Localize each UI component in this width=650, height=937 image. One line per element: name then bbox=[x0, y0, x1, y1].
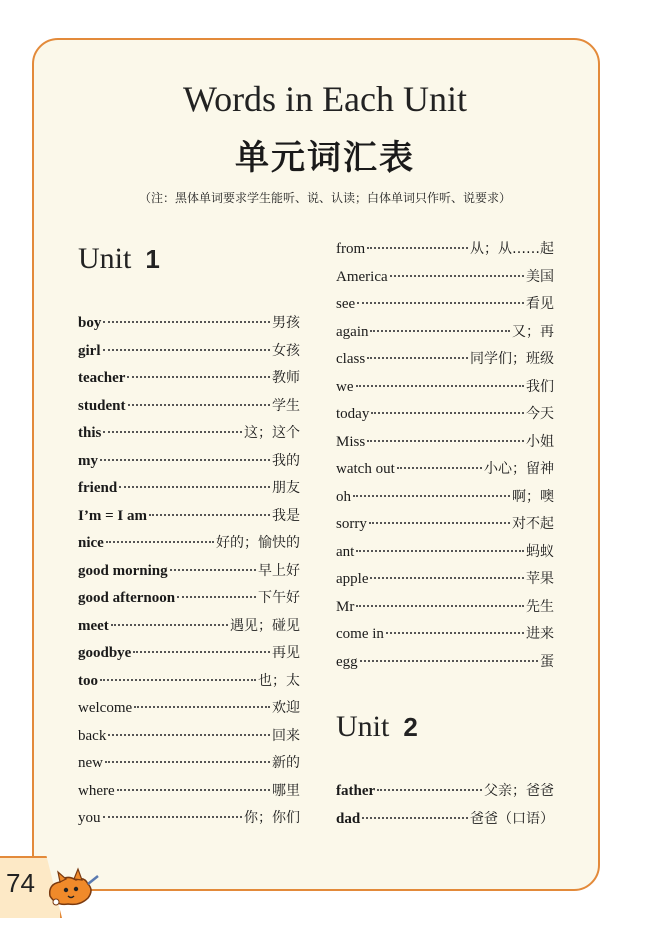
vocab-meaning: 从；从……起 bbox=[470, 241, 554, 257]
vocab-word: see bbox=[336, 296, 356, 312]
unit-1-word-list-continued bbox=[336, 238, 554, 678]
dot-leader bbox=[177, 596, 256, 598]
dot-leader bbox=[386, 632, 524, 634]
vocab-entry bbox=[78, 312, 300, 340]
dot-leader bbox=[367, 357, 468, 359]
dot-leader bbox=[128, 404, 270, 406]
vocab-meaning: 新的 bbox=[272, 755, 300, 771]
vocab-meaning: 苹果 bbox=[526, 571, 554, 587]
vocab-word: sorry bbox=[336, 516, 367, 532]
dot-leader bbox=[106, 541, 214, 543]
vocab-entry bbox=[336, 458, 554, 486]
page-title-chinese: 单元词汇表 bbox=[235, 138, 415, 178]
vocab-word: you bbox=[78, 810, 101, 826]
vocab-word: girl bbox=[78, 342, 101, 359]
vocab-meaning: 小姐 bbox=[526, 433, 554, 450]
vocab-entry bbox=[78, 505, 300, 533]
vocab-meaning: 又；再 bbox=[512, 323, 554, 340]
vocab-entry bbox=[78, 477, 300, 505]
vocab-entry bbox=[336, 623, 554, 651]
dot-leader bbox=[170, 569, 256, 571]
dot-leader bbox=[134, 706, 270, 708]
vocab-word: Mr bbox=[336, 598, 355, 615]
unit-1-number: 1 bbox=[145, 244, 160, 274]
vocab-word: father bbox=[336, 783, 376, 799]
vocab-word: watch out bbox=[336, 461, 395, 477]
vocab-meaning: 女孩 bbox=[272, 342, 300, 359]
vocab-meaning: 再见 bbox=[272, 645, 300, 661]
vocab-word: student bbox=[78, 397, 126, 414]
vocab-entry bbox=[78, 422, 300, 450]
dot-leader bbox=[117, 789, 270, 791]
vocab-word: Miss bbox=[336, 433, 366, 450]
vocab-entry bbox=[78, 807, 300, 835]
unit-2-number: 2 bbox=[403, 712, 418, 742]
vocab-word: again bbox=[336, 323, 369, 340]
dot-leader bbox=[357, 302, 524, 304]
vocab-entry bbox=[336, 808, 554, 836]
vocab-word: egg bbox=[336, 653, 358, 670]
vocab-word: goodbye bbox=[78, 645, 132, 661]
vocab-meaning: 我们 bbox=[526, 378, 554, 395]
vocab-meaning: 美国 bbox=[526, 268, 554, 285]
dot-leader bbox=[371, 412, 524, 414]
dot-leader bbox=[111, 624, 228, 626]
vocab-meaning: 早上好 bbox=[258, 562, 300, 579]
dot-leader bbox=[149, 514, 270, 516]
vocab-word: where bbox=[78, 782, 115, 799]
vocab-meaning: 也；太 bbox=[258, 672, 300, 689]
vocab-meaning: 蚂蚁 bbox=[526, 543, 554, 560]
vocab-entry bbox=[78, 615, 300, 643]
vocab-meaning: 对不起 bbox=[512, 516, 554, 532]
vocab-word: this bbox=[78, 425, 102, 441]
vocab-meaning: 爸爸（口语） bbox=[470, 810, 554, 827]
vocab-word: oh bbox=[336, 488, 351, 505]
vocab-meaning: 我的 bbox=[272, 452, 300, 469]
vocab-word: teacher bbox=[78, 370, 126, 386]
vocab-word: welcome bbox=[78, 700, 133, 716]
vocab-entry bbox=[78, 725, 300, 753]
vocab-meaning: 学生 bbox=[272, 397, 300, 414]
vocab-entry bbox=[78, 752, 300, 780]
vocab-entry bbox=[336, 348, 554, 376]
vocab-entry bbox=[336, 293, 554, 321]
vocab-word: good afternoon bbox=[78, 590, 176, 606]
vocab-meaning: 教师 bbox=[272, 370, 300, 386]
dot-leader bbox=[362, 817, 468, 819]
vocab-entry bbox=[78, 780, 300, 808]
dot-leader bbox=[356, 550, 524, 552]
dot-leader bbox=[367, 440, 524, 442]
dot-leader bbox=[370, 330, 510, 332]
dot-leader bbox=[127, 376, 270, 378]
vocab-meaning: 同学们；班级 bbox=[470, 351, 554, 367]
vocab-meaning: 进来 bbox=[526, 626, 554, 642]
vocab-word: we bbox=[336, 378, 354, 395]
vocab-entry bbox=[336, 568, 554, 596]
vocab-meaning: 父亲；爸爸 bbox=[484, 783, 554, 799]
vocab-word: class bbox=[336, 351, 366, 367]
vocab-meaning: 啊；噢 bbox=[512, 488, 554, 505]
vocab-meaning: 小心；留神 bbox=[484, 461, 554, 477]
dot-leader bbox=[377, 789, 482, 791]
vocab-entry bbox=[78, 697, 300, 725]
dot-leader bbox=[103, 431, 242, 433]
fox-mascot-icon bbox=[44, 866, 100, 910]
dot-leader bbox=[105, 761, 270, 763]
unit-1-heading bbox=[78, 242, 160, 276]
dot-leader bbox=[356, 605, 524, 607]
dot-leader bbox=[390, 275, 524, 277]
vocab-meaning: 朋友 bbox=[272, 480, 300, 496]
vocab-entry bbox=[78, 532, 300, 560]
dot-leader bbox=[397, 467, 482, 469]
vocab-meaning: 哪里 bbox=[272, 782, 300, 799]
unit-2-label: Unit bbox=[336, 710, 390, 743]
vocab-word: good morning bbox=[78, 562, 168, 579]
vocab-entry bbox=[336, 431, 554, 459]
vocab-meaning: 男孩 bbox=[272, 315, 300, 331]
dot-leader bbox=[133, 651, 270, 653]
vocab-word: new bbox=[78, 755, 103, 771]
dot-leader bbox=[103, 321, 270, 323]
dot-leader bbox=[103, 349, 271, 351]
vocab-meaning: 下午好 bbox=[258, 590, 300, 606]
vocab-entry bbox=[336, 596, 554, 624]
vocab-entry bbox=[78, 340, 300, 368]
unit-2-heading bbox=[336, 710, 418, 744]
page-title-english: Words in Each Unit bbox=[182, 79, 468, 119]
vocab-meaning: 遇见；碰见 bbox=[230, 617, 300, 634]
vocab-word: ant bbox=[336, 543, 355, 560]
vocab-entry bbox=[336, 403, 554, 431]
vocab-word: I’m = I am bbox=[78, 507, 147, 524]
page-number: 74 bbox=[6, 868, 35, 898]
vocab-word: nice bbox=[78, 535, 104, 551]
dot-leader bbox=[100, 679, 256, 681]
vocab-entry bbox=[336, 651, 554, 679]
vocab-entry bbox=[336, 780, 554, 808]
vocab-entry bbox=[78, 450, 300, 478]
dot-leader bbox=[367, 247, 468, 249]
vocab-word: boy bbox=[78, 315, 102, 331]
vocab-word: back bbox=[78, 727, 107, 744]
vocab-meaning: 好的；愉快的 bbox=[216, 535, 300, 551]
vocab-entry bbox=[336, 486, 554, 514]
vocab-entry bbox=[336, 321, 554, 349]
vocab-meaning: 这；这个 bbox=[244, 425, 300, 441]
dot-leader bbox=[103, 816, 243, 818]
vocab-entry bbox=[78, 560, 300, 588]
vocab-entry bbox=[78, 367, 300, 395]
vocab-meaning: 看见 bbox=[526, 296, 554, 312]
vocab-meaning: 我是 bbox=[272, 507, 300, 524]
dot-leader bbox=[119, 486, 270, 488]
vocab-word: my bbox=[78, 452, 98, 469]
page-note: （注：黑体单词要求学生能听、说、认读；白体单词只作听、说要求） bbox=[138, 191, 511, 205]
vocab-word: apple bbox=[336, 571, 369, 587]
vocab-word: come in bbox=[336, 626, 384, 642]
dot-leader bbox=[370, 577, 524, 579]
dot-leader bbox=[100, 459, 270, 461]
vocab-word: from bbox=[336, 241, 366, 257]
dot-leader bbox=[108, 734, 270, 736]
vocab-word: friend bbox=[78, 480, 118, 496]
unit-1-label: Unit bbox=[78, 242, 132, 275]
vocab-entry bbox=[78, 670, 300, 698]
vocab-entry bbox=[336, 266, 554, 294]
vocab-word: today bbox=[336, 406, 370, 422]
vocab-word: too bbox=[78, 672, 98, 689]
dot-leader bbox=[369, 522, 510, 524]
vocab-meaning: 先生 bbox=[526, 598, 554, 615]
vocab-word: dad bbox=[336, 810, 361, 827]
vocab-meaning: 蛋 bbox=[540, 653, 554, 670]
vocab-meaning: 今天 bbox=[526, 406, 554, 422]
unit-1-word-list bbox=[78, 312, 300, 835]
vocab-entry bbox=[78, 587, 300, 615]
vocab-meaning: 回来 bbox=[272, 727, 300, 744]
vocab-entry bbox=[78, 395, 300, 423]
vocab-meaning: 你；你们 bbox=[244, 810, 300, 826]
dot-leader bbox=[360, 660, 538, 662]
vocab-entry bbox=[336, 541, 554, 569]
vocab-word: meet bbox=[78, 617, 109, 634]
vocab-entry bbox=[336, 376, 554, 404]
vocab-word: America bbox=[336, 268, 388, 285]
vocab-meaning: 欢迎 bbox=[272, 700, 300, 716]
unit-2-word-list bbox=[336, 780, 554, 835]
vocab-entry bbox=[336, 513, 554, 541]
vocab-entry bbox=[78, 642, 300, 670]
dot-leader bbox=[353, 495, 510, 497]
dot-leader bbox=[356, 385, 525, 387]
vocab-entry bbox=[336, 238, 554, 266]
